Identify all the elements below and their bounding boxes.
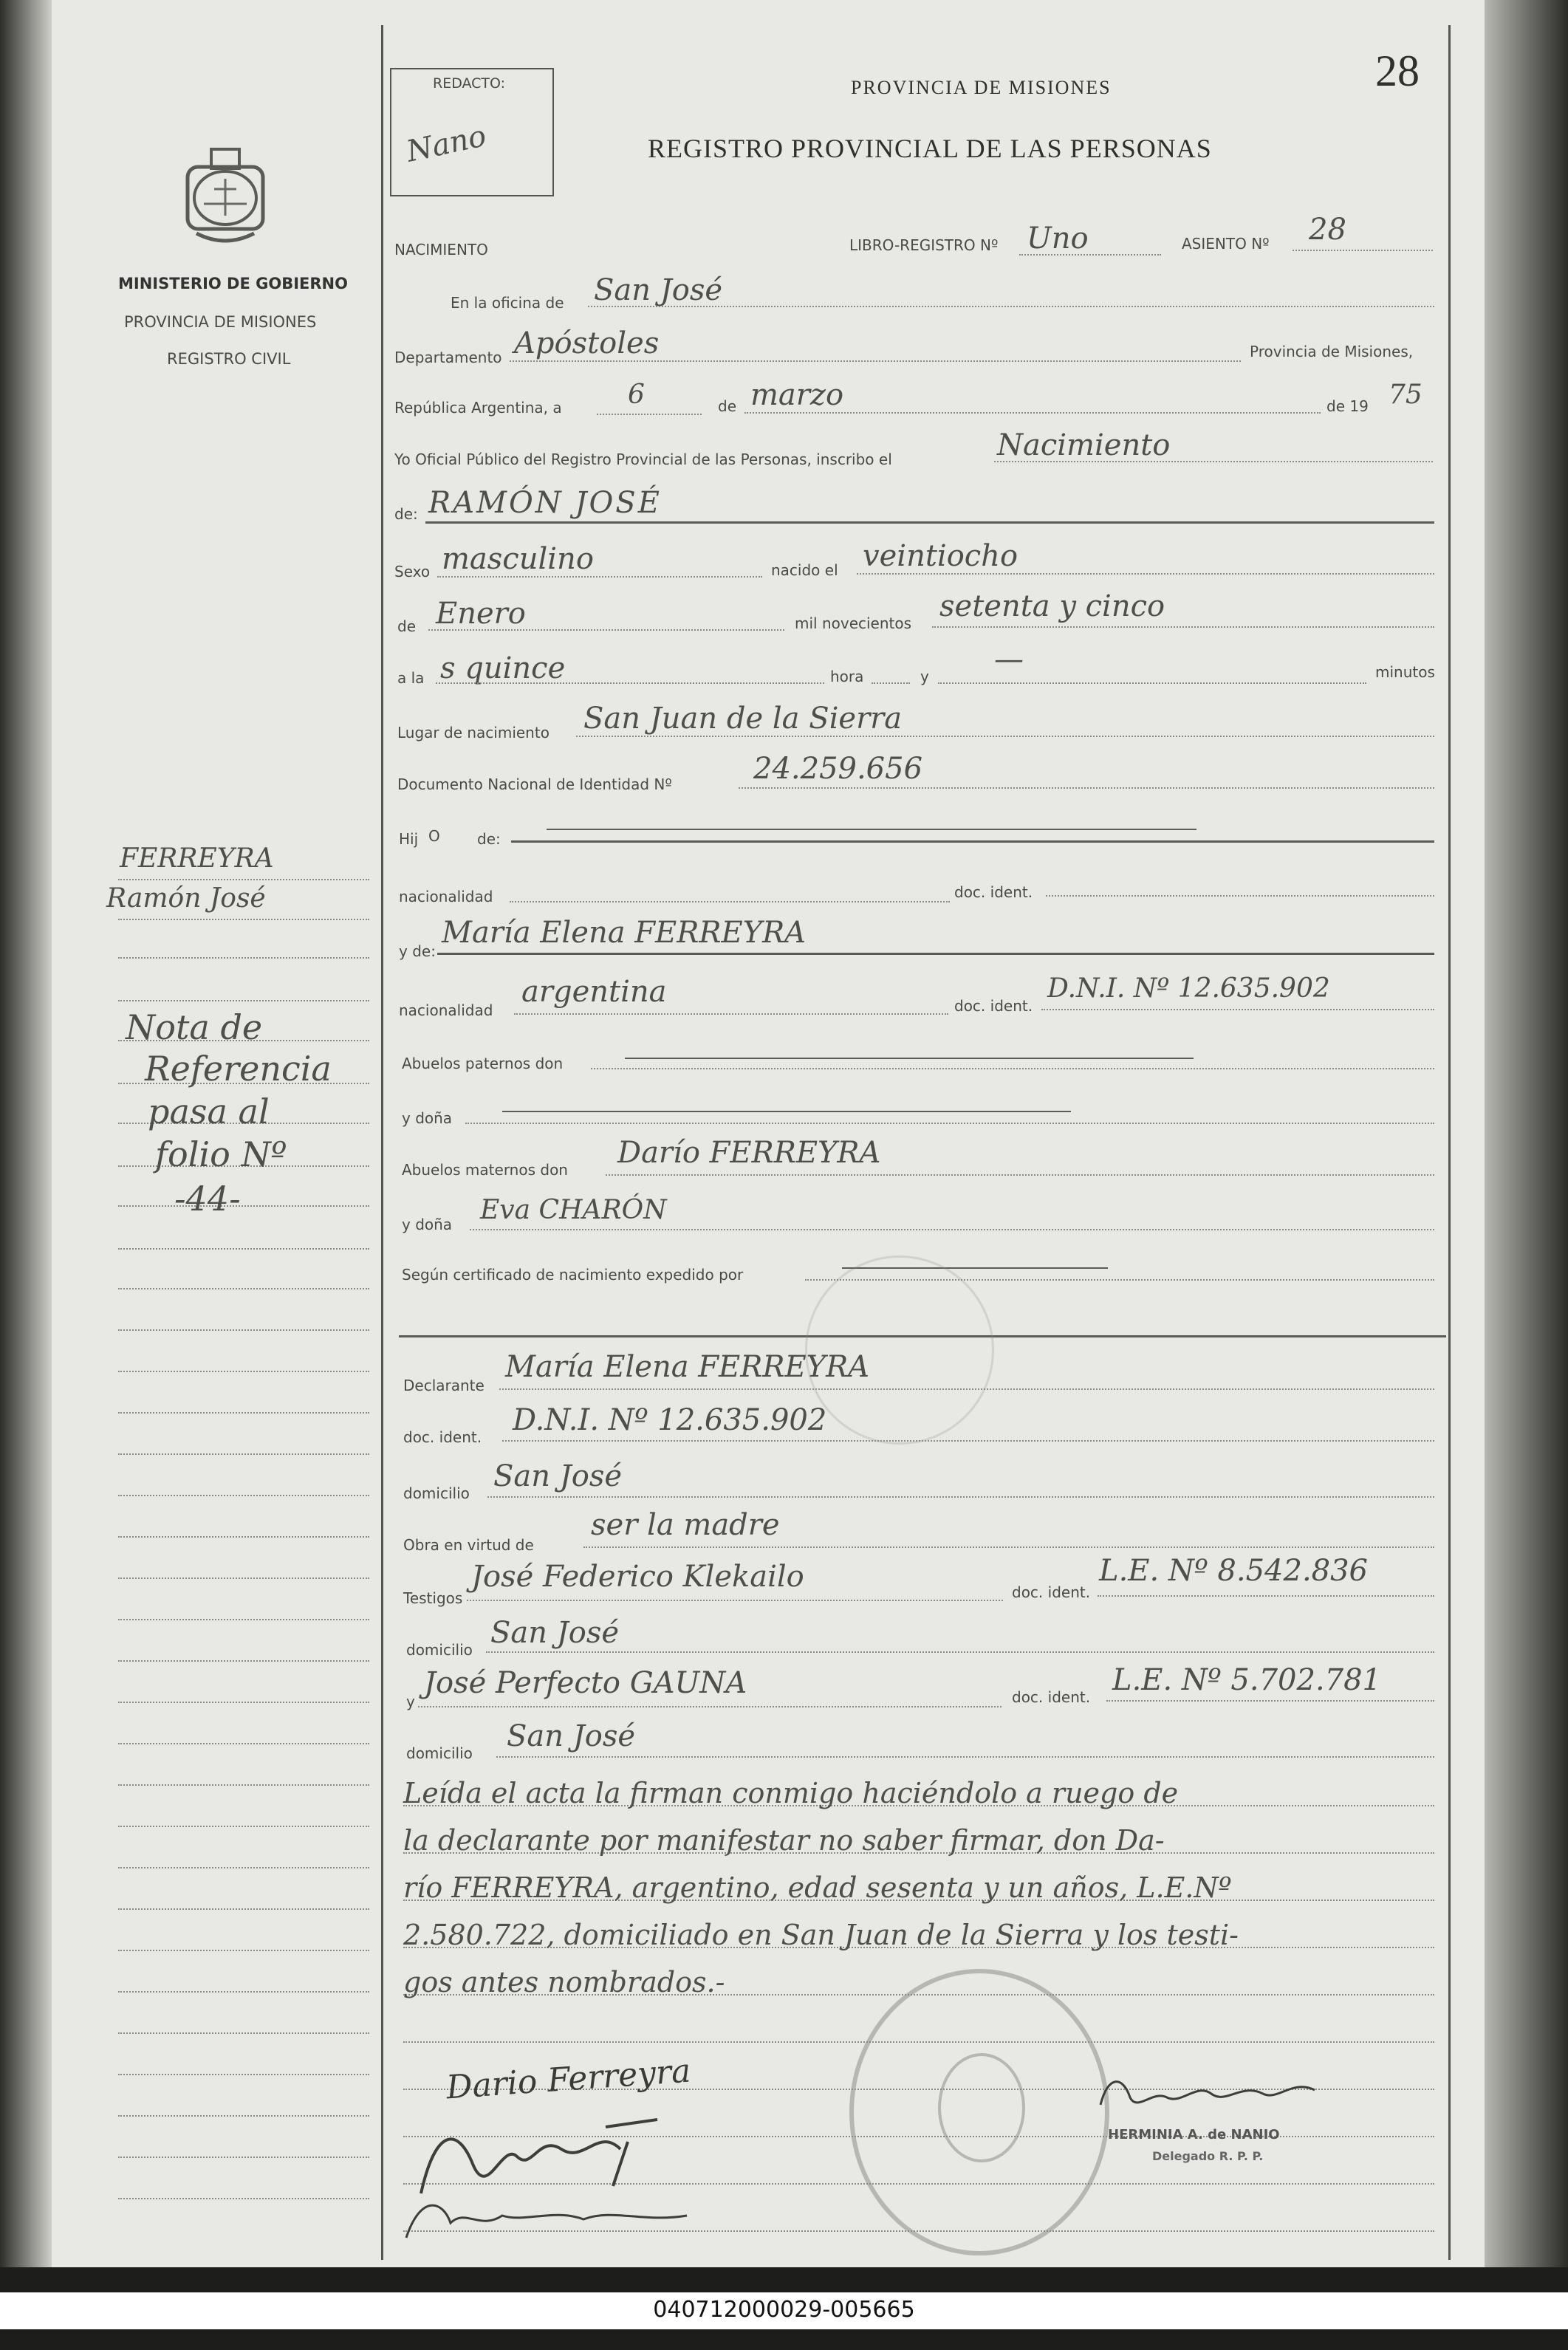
closing-line: río FERREYRA, argentino, edad sesenta y un años, L.E.Nº: [403, 1871, 1232, 1904]
abuela-paterna-label: y doña: [402, 1109, 453, 1127]
testigo1-domicilio-value: San José: [490, 1616, 620, 1650]
testigos-label: Testigos: [403, 1589, 463, 1607]
hora-value: s quince: [440, 651, 566, 685]
mil-label: mil novecientos: [795, 614, 912, 632]
dni-value: 24.259.656: [753, 752, 923, 786]
padre-docident-label: doc. ident.: [954, 883, 1033, 901]
nombre-value: RAMÓN JOSÉ: [428, 486, 662, 520]
anio-label: de 19: [1326, 397, 1369, 415]
province-emblem-icon: [182, 145, 269, 248]
mes-nac-label: de: [397, 617, 416, 635]
oficina-label: En la oficina de: [451, 294, 564, 312]
faded-stamp: [805, 1255, 994, 1445]
lugar-label: Lugar de nacimiento: [397, 724, 550, 741]
official-title: Delegado R. P. P.: [1152, 2149, 1264, 2163]
left-province-label: PROVINCIA DE MISIONES: [124, 313, 317, 331]
anio-value: 75: [1389, 380, 1423, 410]
nacimiento-label: NACIMIENTO: [394, 241, 488, 258]
sexo-label: Sexo: [394, 563, 431, 580]
abuela-materna-label: y doña: [402, 1216, 453, 1233]
libro-label: LIBRO-REGISTRO Nº: [849, 236, 999, 254]
hijo-label: Hij: [399, 830, 419, 848]
minutos-value: —: [994, 643, 1024, 676]
redacto-signature: Nano: [403, 119, 490, 169]
closing-line: Leída el acta la firman conmigo haciéndolo a ruego de: [403, 1777, 1179, 1809]
margin-note-line3: pasa al: [148, 1092, 270, 1131]
madre-nacionalidad-label: nacionalidad: [399, 1001, 493, 1019]
registry-title: REGISTRO PROVINCIAL DE LAS PERSONAS: [648, 134, 1212, 163]
margin-note-line2: Referencia: [145, 1049, 332, 1089]
hijo-suffix: O: [428, 827, 440, 845]
ministry-label: MINISTERIO DE GOBIERNO: [118, 275, 348, 292]
declarante-value: María Elena FERREYRA: [505, 1350, 870, 1384]
hora-prefix: a la: [397, 669, 425, 687]
redacto-box: [390, 68, 554, 196]
republica-label: República Argentina, a: [394, 399, 562, 417]
mes-nac-value: Enero: [436, 597, 526, 631]
book-edge-right: [1485, 0, 1568, 2267]
testigo2-domicilio-value: San José: [507, 1719, 636, 1753]
page-number: 28: [1375, 47, 1420, 95]
redacto-label: REDACTO:: [433, 75, 506, 92]
testigo2-value: José Perfecto GAUNA: [424, 1666, 747, 1700]
de-label: de: [718, 397, 736, 415]
province-header: PROVINCIA DE MISIONES: [851, 77, 1112, 98]
madre-value: María Elena FERREYRA: [442, 916, 807, 950]
nacido-label: nacido el: [771, 561, 838, 579]
padre-nacionalidad-label: nacionalidad: [399, 888, 493, 905]
inscribo-value: Nacimiento: [997, 428, 1171, 462]
obra-value: ser la madre: [591, 1508, 780, 1542]
witness-signatures: [391, 2097, 761, 2245]
registro-civil-label: REGISTRO CIVIL: [167, 350, 291, 368]
oficial-text: Yo Oficial Público del Registro Provincial de las Personas, inscribo el: [394, 451, 892, 468]
sexo-value: masculino: [442, 542, 594, 576]
declarante-docident-label: doc. ident.: [403, 1428, 482, 1446]
abuelos-paternos-label: Abuelos paternos don: [402, 1055, 564, 1072]
closing-line: la declarante por manifestar no saber firmar, don Da-: [403, 1824, 1165, 1857]
obra-label: Obra en virtud de: [403, 1536, 534, 1554]
abuela-materna-value: Eva CHARÓN: [480, 1195, 667, 1225]
declarante-label: Declarante: [403, 1377, 485, 1394]
testigo1-value: José Federico Klekailo: [471, 1560, 804, 1594]
margin-note-line5: -44-: [174, 1179, 241, 1219]
madre-doc-value: D.N.I. Nº 12.635.902: [1047, 973, 1330, 1004]
asiento-label: ASIENTO Nº: [1182, 235, 1270, 253]
declarant-signature: Dario Ferreyra: [445, 2052, 692, 2107]
mes-value: marzo: [750, 378, 844, 412]
libro-value: Uno: [1027, 222, 1089, 256]
certificado-label: Según certificado de nacimiento expedido por: [402, 1266, 744, 1284]
testigo2-domicilio-label: domicilio: [406, 1744, 473, 1762]
official-name: HERMINIA A. de NANIO: [1108, 2127, 1280, 2142]
madre-docident-label: doc. ident.: [954, 997, 1033, 1015]
dia-value: 6: [628, 380, 645, 410]
hora-label: hora: [830, 668, 864, 685]
abuelos-maternos-label: Abuelos maternos don: [402, 1161, 568, 1179]
closing-line: gos antes nombrados.-: [403, 1966, 725, 1998]
y-label: y: [920, 668, 929, 685]
declarante-domicilio-value: San José: [493, 1459, 623, 1493]
y-de-label: y de:: [399, 942, 436, 960]
oficina-value: San José: [594, 273, 723, 307]
closing-text: [403, 1770, 1239, 2006]
footer-bar: [0, 2292, 1568, 2329]
testigo2-doc-value: L.E. Nº 5.702.781: [1112, 1663, 1382, 1697]
margin-given-name: Ramón José: [106, 883, 266, 914]
testigo2-docident-label: doc. ident.: [1012, 1688, 1091, 1706]
closing-line: 2.580.722, domiciliado en San Juan de la Sierra y los testi-: [403, 1919, 1239, 1951]
testigo2-y-label: y: [406, 1693, 415, 1710]
testigo1-doc-value: L.E. Nº 8.542.836: [1099, 1554, 1369, 1588]
declarante-domicilio-label: domicilio: [403, 1484, 470, 1502]
official-signature: [1093, 2060, 1329, 2127]
abuelo-materno-value: Darío FERREYRA: [617, 1136, 881, 1170]
margin-surname: FERREYRA: [120, 843, 274, 874]
seal-center-emblem: [938, 2053, 1025, 2162]
nacido-value: veintiocho: [863, 539, 1018, 573]
hijo-de-label: de:: [477, 830, 501, 848]
de-nombre-label: de:: [394, 505, 418, 523]
document-code: 040712000029-005665: [653, 2297, 915, 2323]
declarante-doc-value: D.N.I. Nº 12.635.902: [513, 1403, 827, 1437]
provincia-suffix: Provincia de Misiones,: [1250, 343, 1414, 360]
minutos-label: minutos: [1375, 663, 1435, 681]
departamento-value: Apóstoles: [514, 326, 660, 360]
margin-note-line4: folio Nº: [155, 1134, 287, 1174]
departamento-label: Departamento: [394, 349, 502, 366]
madre-nacionalidad-value: argentina: [521, 975, 667, 1009]
asiento-value: 28: [1309, 213, 1346, 247]
testigo1-domicilio-label: domicilio: [406, 1641, 473, 1659]
mil-value: setenta y cinco: [939, 589, 1165, 623]
dni-label: Documento Nacional de Identidad Nº: [397, 775, 672, 793]
book-binding-left: [0, 0, 52, 2267]
lugar-value: San Juan de la Sierra: [583, 702, 903, 736]
margin-note-line1: Nota de: [126, 1007, 263, 1047]
testigo1-docident-label: doc. ident.: [1012, 1583, 1091, 1601]
